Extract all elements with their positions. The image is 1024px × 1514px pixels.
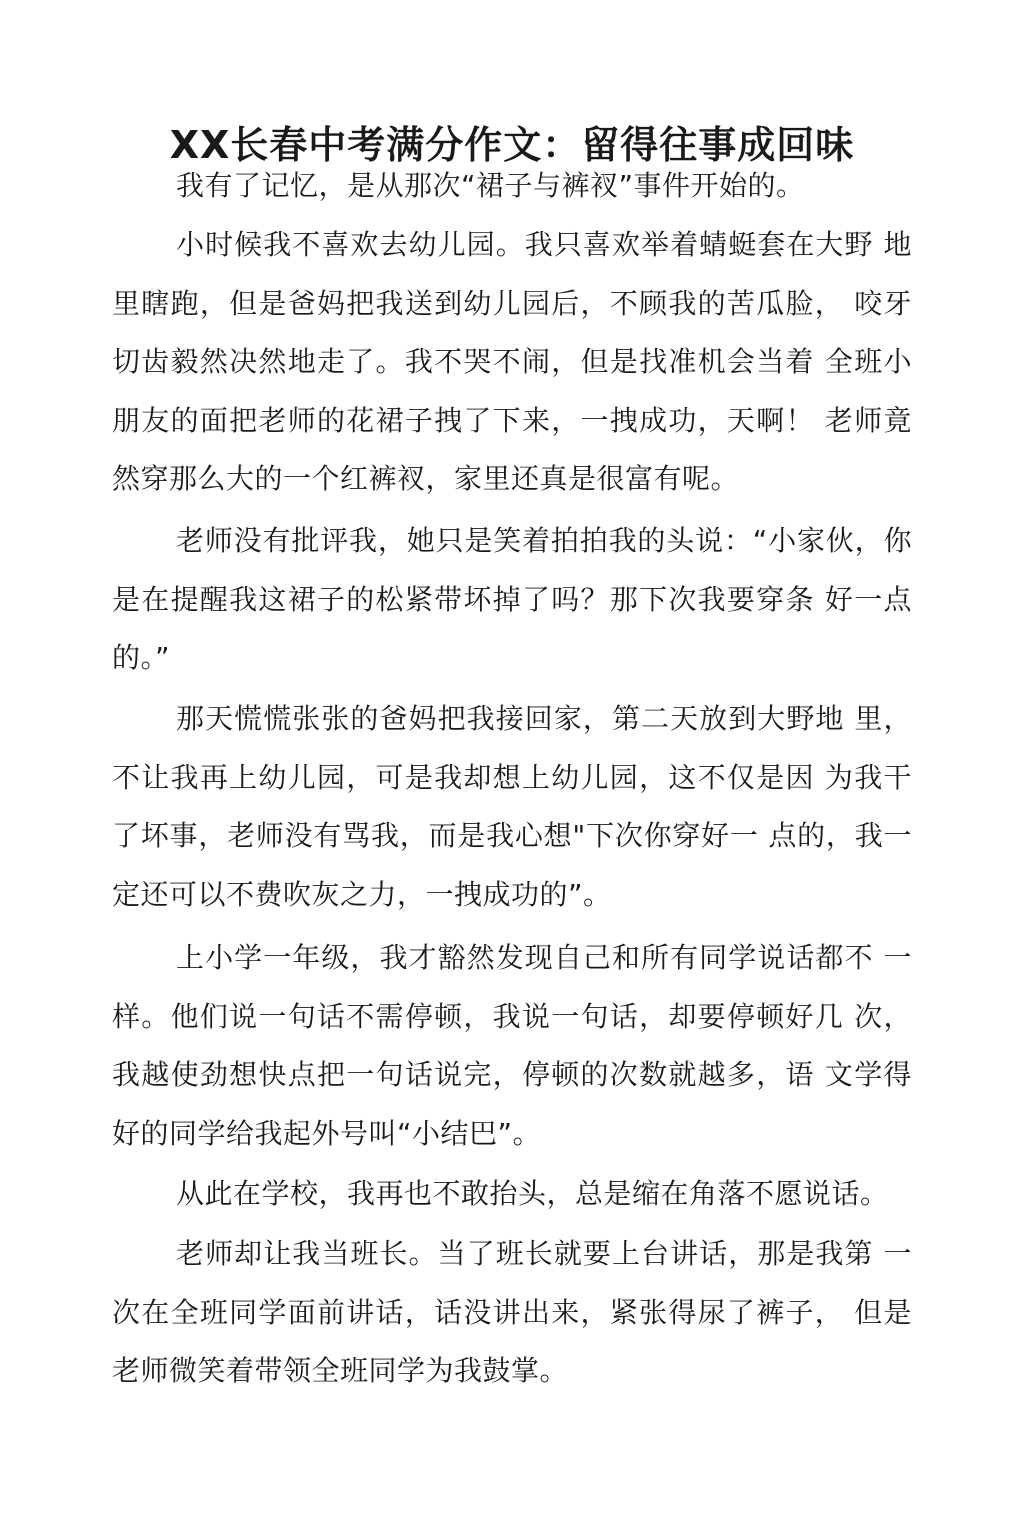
paragraph-7: 老师却让我当班长。当了班长就要上台讲话，那是我第 一次在全班同学面前讲话，话没讲出来，紧张得尿了裤子， 但是老师微笑着带领全班同学为我鼓掌。 xyxy=(112,1237,912,1387)
paragraph-2: 小时候我不喜欢去幼儿园。我只喜欢举着蜻蜓套在大野 地里瞎跑，但是爸妈把我送到幼儿园后，不顾我的苦瓜脸， 咬牙切齿毅然决然地走了。我不哭不闹，但是找准机会当着 全班小朋友的面把老师的花裙子拽了下来，一拽成功，天啊！ 老师竟然穿那么大的一个红裤衩，家里还真是很富有呢。 xyxy=(112,228,912,495)
document-title: XX长春中考满分作文：留得往事成回味 xyxy=(169,123,855,168)
paragraph-1: 我有了记忆，是从那次“裙子与裤衩”事件开始的。 xyxy=(176,169,805,202)
paragraph-6: 从此在学校，我再也不敢抬头，总是缩在角落不愿说话。 xyxy=(176,1177,889,1210)
paragraph-3: 老师没有批评我，她只是笑着拍拍我的头说：“小家伙，你是在提醒我这裙子的松紧带坏掉了吗？那下次我要穿条 好一点的。” xyxy=(112,524,912,674)
paragraph-4: 那天慌慌张张的爸妈把我接回家，第二天放到大野地 里，不让我再上幼儿园，可是我却想上幼儿园，这不仅是因 为我干了坏事，老师没有骂我，而是我心想"下次你穿好一 点的，我一定还可以不费吹灰之力，一拽成功的”。 xyxy=(112,702,912,911)
paragraph-5: 上小学一年级，我才豁然发现自己和所有同学说话都不 一样。他们说一句话不需停顿，我说一句话，却要停顿好几 次，我越使劲想快点把一句话说完，停顿的次数就越多，语 文学得好的同学给我起外号叫“小结巴”。 xyxy=(112,941,912,1150)
